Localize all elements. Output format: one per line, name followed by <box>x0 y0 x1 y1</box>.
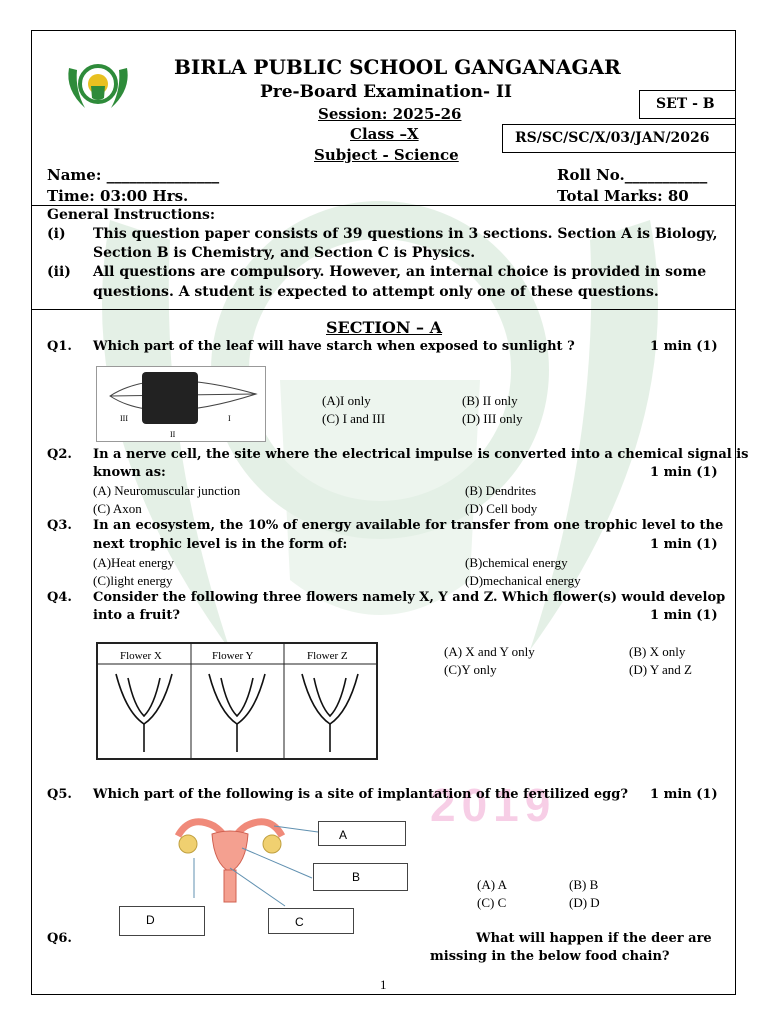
question-text: What will happen if the deer are <box>476 931 712 946</box>
question-text: next trophic level is in the form of: <box>93 537 348 552</box>
paper-code: RS/SC/SC/X/03/JAN/2026 <box>515 130 710 146</box>
answer-option: (A)I only <box>322 393 371 408</box>
question-number: Q5. <box>47 787 72 802</box>
reproductive-system-figure <box>170 808 330 908</box>
question-number: Q6. <box>47 931 72 946</box>
answer-option: (B) X only <box>629 644 686 659</box>
time-label: Time: 03:00 Hrs. <box>47 187 189 205</box>
watermark-year: 2019 <box>430 779 557 831</box>
question-marks: 1 min (1) <box>650 537 718 552</box>
figure-label: II <box>170 430 176 439</box>
answer-option: (D)mechanical energy <box>465 573 581 588</box>
question-number: Q3. <box>47 518 72 533</box>
answer-option: (C)light energy <box>93 573 173 588</box>
figure-label: III <box>120 414 128 423</box>
answer-option: (D) Y and Z <box>629 662 692 677</box>
section-title: SECTION – A <box>326 318 442 337</box>
diagram-label-box: D <box>119 906 205 936</box>
answer-option: (C) C <box>477 895 507 910</box>
diagram-label-box: C <box>268 908 354 934</box>
class-label: Class –X <box>350 125 419 143</box>
question-text: In an ecosystem, the 10% of energy available for transfer from one trophic level to the <box>93 518 724 533</box>
question-text: known as: <box>93 465 166 480</box>
flower-label: Flower X <box>120 650 162 662</box>
answer-option: (A) Neuromuscular junction <box>93 483 241 498</box>
answer-option: (C) Axon <box>93 501 142 516</box>
instruction-text: All questions are compulsory. However, an internal choice is provided in some <box>93 264 707 280</box>
page-number: 1 <box>380 977 387 992</box>
answer-option: (B)chemical energy <box>465 555 568 570</box>
answer-option: (D) III only <box>462 411 523 426</box>
flower-label: Flower Y <box>212 650 254 662</box>
answer-option: (D) Cell body <box>465 501 538 516</box>
subject-label: Subject - Science <box>314 146 459 164</box>
answer-option: (A)Heat energy <box>93 555 174 570</box>
answer-option: (C)Y only <box>444 662 497 677</box>
answer-option: (D) D <box>569 895 600 910</box>
question-text: In a nerve cell, the site where the electrical impulse is converted into a chemical signal is <box>93 447 749 462</box>
school-logo <box>63 60 133 112</box>
answer-option: (A) A <box>477 877 507 892</box>
question-number: Q1. <box>47 339 72 354</box>
leaf-figure <box>96 366 266 442</box>
exam-title: Pre-Board Examination- II <box>260 82 512 102</box>
question-text: Consider the following three flowers namely X, Y and Z. Which flower(s) would develop <box>93 590 726 605</box>
instruction-text: This question paper consists of 39 questions in 3 sections. Section A is Biology, <box>93 226 718 242</box>
diagram-label-box: B <box>313 863 408 891</box>
total-marks: Total Marks: 80 <box>557 187 689 205</box>
answer-option: (B) Dendrites <box>465 483 537 498</box>
instruction-text: questions. A student is expected to attempt only one of these questions. <box>93 284 659 300</box>
question-text: into a fruit? <box>93 608 180 623</box>
question-text: Which part of the leaf will have starch when exposed to sunlight ? <box>93 339 575 354</box>
roll-field: Roll No.___________ <box>557 166 708 184</box>
question-marks: 1 min (1) <box>650 787 718 802</box>
instruction-num: (ii) <box>47 264 71 280</box>
instruction-text: Section B is Chemistry, and Section C is Physics. <box>93 245 476 261</box>
diagram-label-box: A <box>318 821 406 846</box>
instruction-num: (i) <box>47 226 66 242</box>
answer-option: (C) I and III <box>322 411 386 426</box>
answer-option: (A) X and Y only <box>444 644 535 659</box>
question-marks: 1 min (1) <box>650 608 718 623</box>
school-name: BIRLA PUBLIC SCHOOL GANGANAGAR <box>174 55 621 79</box>
info-divider <box>31 205 736 206</box>
instructions-divider <box>31 309 736 310</box>
instructions-title: General Instructions: <box>47 207 216 223</box>
name-field: Name: _______________ <box>47 166 220 184</box>
figure-label: I <box>228 414 231 423</box>
question-number: Q4. <box>47 590 72 605</box>
question-marks: 1 min (1) <box>650 465 718 480</box>
session-label: Session: 2025-26 <box>318 105 462 123</box>
question-text: missing in the below food chain? <box>430 949 670 964</box>
question-text: Which part of the following is a site of implantation of the fertilized egg? <box>93 787 628 802</box>
set-label: SET - B <box>656 96 715 112</box>
answer-option: (B) II only <box>462 393 518 408</box>
flower-label: Flower Z <box>307 650 348 662</box>
question-number: Q2. <box>47 447 72 462</box>
answer-option: (B) B <box>569 877 599 892</box>
question-marks: 1 min (1) <box>650 339 718 354</box>
